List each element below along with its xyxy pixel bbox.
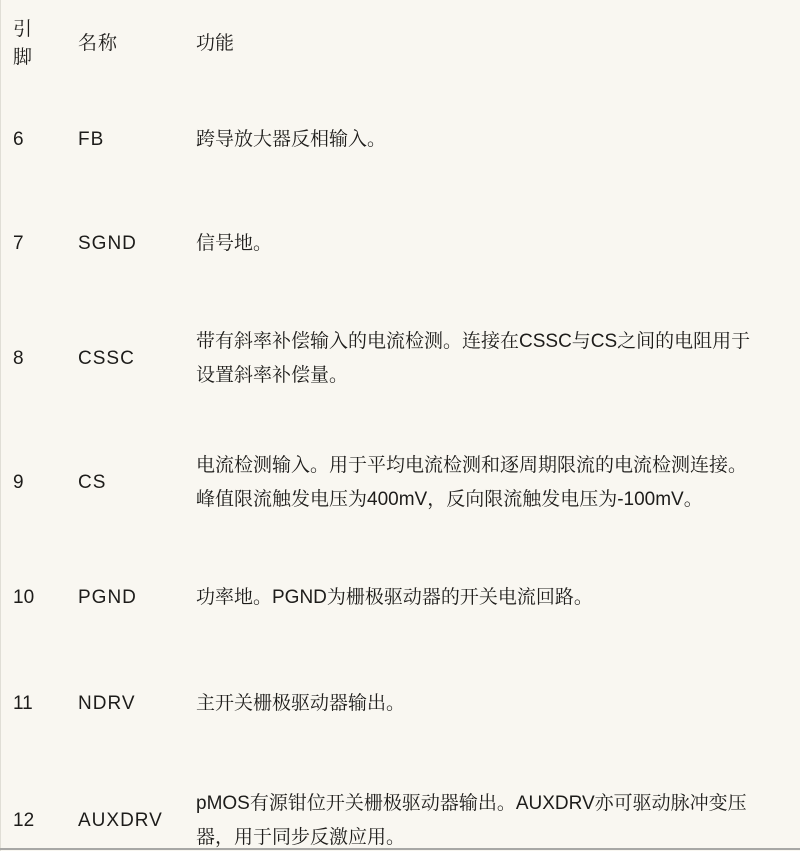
pin-function (196, 421, 800, 545)
pin-name: CSSC (78, 348, 135, 369)
pin-number: 11 (13, 692, 33, 714)
pin-number: 10 (13, 587, 35, 608)
function-line: 器，用于同步反激应用。 (196, 827, 406, 848)
pin-name: NDRV (78, 692, 136, 714)
pin-name: CS (78, 472, 107, 493)
table-row (0, 421, 800, 545)
table-header-row (0, 0, 800, 88)
header-name: 名称 (78, 33, 119, 54)
function-line: 设置斜率补偿量。 (196, 365, 349, 386)
pin-name: AUXDRV (78, 810, 163, 831)
function-line: pMOS有源钳位开关栅极驱动器输出。AUXDRV亦可驱动脉冲变压 (196, 793, 747, 814)
pin-function (196, 88, 800, 191)
function-line: 电流检测输入。用于平均电流检测和逐周期限流的电流检测连接。 (196, 455, 748, 476)
function-line: 峰值限流触发电压为400mV，反向限流触发电压为-100mV。 (196, 489, 703, 510)
pin-name: SGND (78, 233, 137, 254)
pin-number: 9 (13, 472, 24, 493)
left-border-line (0, 0, 1, 851)
bottom-divider-line (0, 848, 800, 850)
header-pin (0, 0, 78, 88)
pin-function (196, 297, 800, 421)
function-line: 信号地。 (196, 233, 273, 254)
function-line: 跨导放大器反相输入。 (196, 128, 387, 150)
function-line: 功率地。PGND为栅极驱动器的开关电流回路。 (196, 587, 593, 608)
table-row (0, 756, 800, 851)
table-row (0, 297, 800, 421)
pin-function (196, 545, 800, 651)
table-row (0, 88, 800, 191)
table-row (0, 191, 800, 297)
function-line: 主开关栅极驱动器输出。 (196, 692, 406, 714)
pin-function (196, 756, 800, 851)
pin-function (196, 191, 800, 297)
pin-name: FB (78, 128, 105, 150)
pin-name: PGND (78, 587, 137, 608)
pin-number: 7 (13, 233, 24, 254)
header-function: 功能 (196, 33, 235, 54)
table-row (0, 651, 800, 756)
header-pin-label: 引脚 (13, 19, 33, 68)
pin-number: 8 (13, 348, 24, 369)
table-row (0, 545, 800, 651)
pin-number: 12 (13, 810, 35, 831)
function-line: 带有斜率补偿输入的电流检测。连接在CSSC与CS之间的电阻用于 (196, 331, 751, 352)
pin-number: 6 (13, 128, 24, 150)
pin-function (196, 651, 800, 756)
